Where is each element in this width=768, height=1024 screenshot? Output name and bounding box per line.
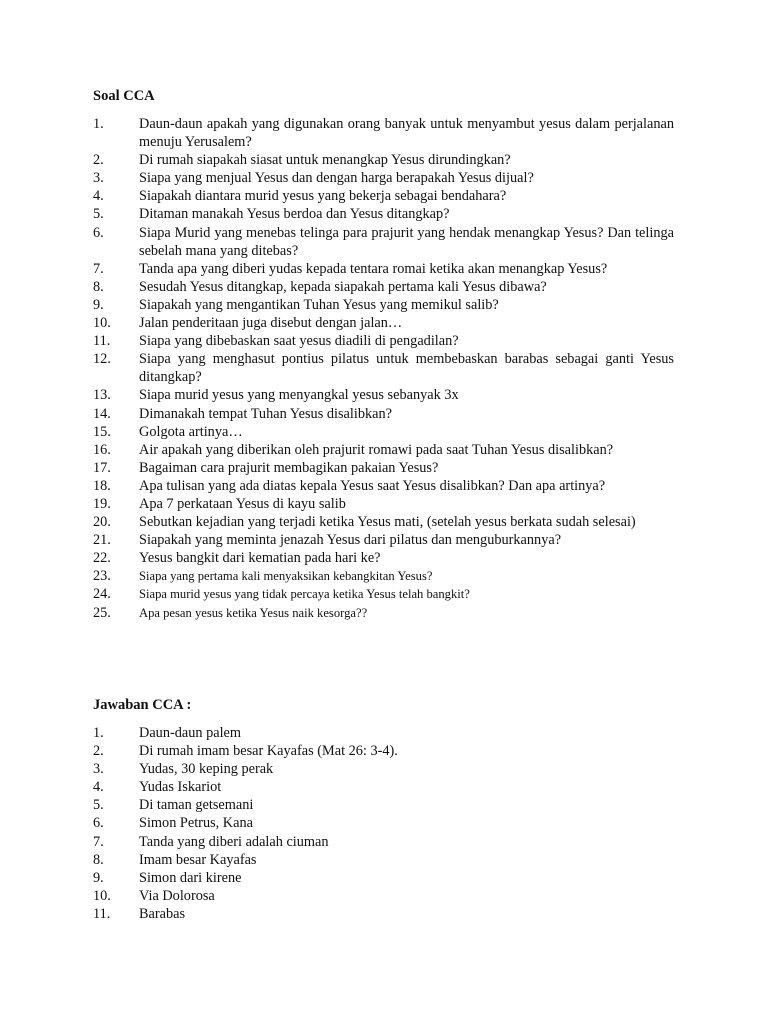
item-number: 24. <box>93 586 111 603</box>
item-text: Siapakah diantara murid yesus yang bekerja sebagai bendahara? <box>139 188 507 205</box>
item-number: 9. <box>93 296 104 313</box>
item-text: Siapa murid yesus yang tidak percaya ketika Yesus telah bangkit? <box>139 587 470 602</box>
item-text: Siapa yang pertama kali menyaksikan kebangkitan Yesus? <box>139 569 433 584</box>
list-item <box>93 169 674 187</box>
item-text: Siapa Murid yang menebas telinga para prajurit yang hendak menangkap Yesus? Dan telinga sebelah mana yang ditebas? <box>139 224 674 259</box>
list-item <box>93 760 674 778</box>
list-item <box>93 567 674 585</box>
item-text: Daun-daun palem <box>139 725 242 741</box>
jawaban-title: Jawaban CCA : <box>93 697 192 713</box>
list-item <box>93 260 674 278</box>
item-text: Air apakah yang diberikan oleh prajurit romawi pada saat Tuhan Yesus disalibkan? <box>139 441 614 458</box>
list-item <box>93 205 674 223</box>
list-item <box>93 115 674 151</box>
list-item <box>93 224 674 260</box>
item-text: Yudas Iskariot <box>139 779 222 796</box>
list-item <box>93 296 674 314</box>
list-item <box>93 459 674 477</box>
list-item <box>93 350 674 386</box>
item-number: 6. <box>93 224 104 241</box>
item-text: Tanda apa yang diberi yudas kepada tentara romai ketika akan menangkap Yesus? <box>139 260 608 277</box>
item-text: Siapa murid yesus yang menyangkal yesus sebanyak 3x <box>139 387 459 404</box>
item-number: 2. <box>93 743 104 760</box>
item-text: Di rumah imam besar Kayafas (Mat 26: 3-4). <box>139 743 398 760</box>
list-item <box>93 851 674 869</box>
item-text: Apa 7 perkataan Yesus di kayu salib <box>139 495 346 512</box>
item-number: 23. <box>93 568 111 585</box>
item-text: Simon Petrus, Kana <box>139 815 253 832</box>
item-number: 17. <box>93 459 111 476</box>
item-text: Via Dolorosa <box>139 887 215 904</box>
item-number: 7. <box>93 833 104 850</box>
soal-question-list <box>93 115 674 622</box>
jawaban-answer-list <box>93 724 674 923</box>
list-item <box>93 513 674 531</box>
list-item <box>93 585 674 603</box>
item-text: Apa pesan yesus ketika Yesus naik kesorga?? <box>139 605 368 620</box>
item-text: Apa tulisan yang ada diatas kepala Yesus saat Yesus disalibkan? Dan apa artinya? <box>139 477 606 494</box>
item-number: 22. <box>93 550 111 567</box>
list-item <box>93 724 674 742</box>
item-number: 4. <box>93 779 104 796</box>
item-number: 11. <box>93 905 111 922</box>
item-text: Yudas, 30 keping perak <box>139 761 274 778</box>
item-number: 15. <box>93 423 111 440</box>
item-number: 3. <box>93 170 104 187</box>
item-number: 11. <box>93 333 111 350</box>
item-number: 12. <box>93 351 111 368</box>
item-number: 25. <box>93 604 111 621</box>
item-text: Jalan penderitaan juga disebut dengan jalan… <box>139 315 403 332</box>
list-item <box>93 477 674 495</box>
item-text: Golgota artinya… <box>139 423 243 440</box>
list-item <box>93 604 674 622</box>
item-text: Yesus bangkit dari kematian pada hari ke? <box>139 550 381 567</box>
item-text: Tanda yang diberi adalah ciuman <box>139 833 329 850</box>
list-item <box>93 905 674 923</box>
item-number: 1. <box>93 116 104 132</box>
list-item <box>93 814 674 832</box>
item-number: 8. <box>93 851 104 868</box>
item-text: Bagaiman cara prajurit membagikan pakaian Yesus? <box>139 459 439 476</box>
item-number: 10. <box>93 315 111 332</box>
list-item <box>93 386 674 404</box>
item-number: 13. <box>93 387 111 404</box>
list-item <box>93 887 674 905</box>
item-number: 20. <box>93 514 111 531</box>
list-item <box>93 278 674 296</box>
list-item <box>93 187 674 205</box>
item-number: 9. <box>93 869 104 886</box>
item-number: 5. <box>93 206 104 223</box>
item-text: Di taman getsemani <box>139 797 254 814</box>
item-number: 6. <box>93 815 104 832</box>
item-text: Siapa yang menghasut pontius pilatus untuk membebaskan barabas sebagai ganti Yesus ditangkap? <box>139 351 674 386</box>
item-number: 10. <box>93 887 111 904</box>
list-item <box>93 742 674 760</box>
item-number: 21. <box>93 532 111 549</box>
list-item <box>93 796 674 814</box>
list-item <box>93 495 674 513</box>
item-number: 1. <box>93 725 104 741</box>
item-number: 3. <box>93 761 104 778</box>
item-text: Simon dari kirene <box>139 869 242 886</box>
item-text: Di rumah siapakah siasat untuk menangkap Yesus dirundingkan? <box>139 152 511 169</box>
list-item <box>93 332 674 350</box>
item-text: Barabas <box>139 905 186 922</box>
item-text: Dimanakah tempat Tuhan Yesus disalibkan? <box>139 405 392 422</box>
item-number: 5. <box>93 797 104 814</box>
soal-title: Soal CCA <box>93 88 155 104</box>
item-text: Ditaman manakah Yesus berdoa dan Yesus ditangkap? <box>139 206 450 223</box>
item-number: 8. <box>93 278 104 295</box>
item-text: Daun-daun apakah yang digunakan orang banyak untuk menyambut yesus dalam perjalanan menuju Yerusalem? <box>139 116 674 151</box>
list-item <box>93 423 674 441</box>
item-number: 14. <box>93 405 111 422</box>
item-text: Siapakah yang meminta jenazah Yesus dari pilatus dan menguburkannya? <box>139 532 562 549</box>
list-item <box>93 441 674 459</box>
item-text: Siapa yang dibebaskan saat yesus diadili di pengadilan? <box>139 333 459 350</box>
item-number: 16. <box>93 441 111 458</box>
list-item <box>93 778 674 796</box>
list-item <box>93 405 674 423</box>
list-item <box>93 531 674 549</box>
list-item <box>93 833 674 851</box>
item-text: Sesudah Yesus ditangkap, kepada siapakah pertama kali Yesus dibawa? <box>139 278 547 295</box>
item-number: 4. <box>93 188 104 205</box>
item-number: 18. <box>93 477 111 494</box>
item-number: 2. <box>93 152 104 169</box>
item-text: Siapakah yang mengantikan Tuhan Yesus yang memikul salib? <box>139 296 499 313</box>
item-text: Sebutkan kejadian yang terjadi ketika Yesus mati, (setelah yesus berkata sudah selesai) <box>139 514 636 531</box>
item-number: 19. <box>93 495 111 512</box>
item-text: Siapa yang menjual Yesus dan dengan harga berapakah Yesus dijual? <box>139 170 534 187</box>
item-number: 7. <box>93 260 104 277</box>
list-item <box>93 151 674 169</box>
list-item <box>93 314 674 332</box>
list-item <box>93 549 674 567</box>
item-text: Imam besar Kayafas <box>139 851 257 868</box>
list-item <box>93 869 674 887</box>
